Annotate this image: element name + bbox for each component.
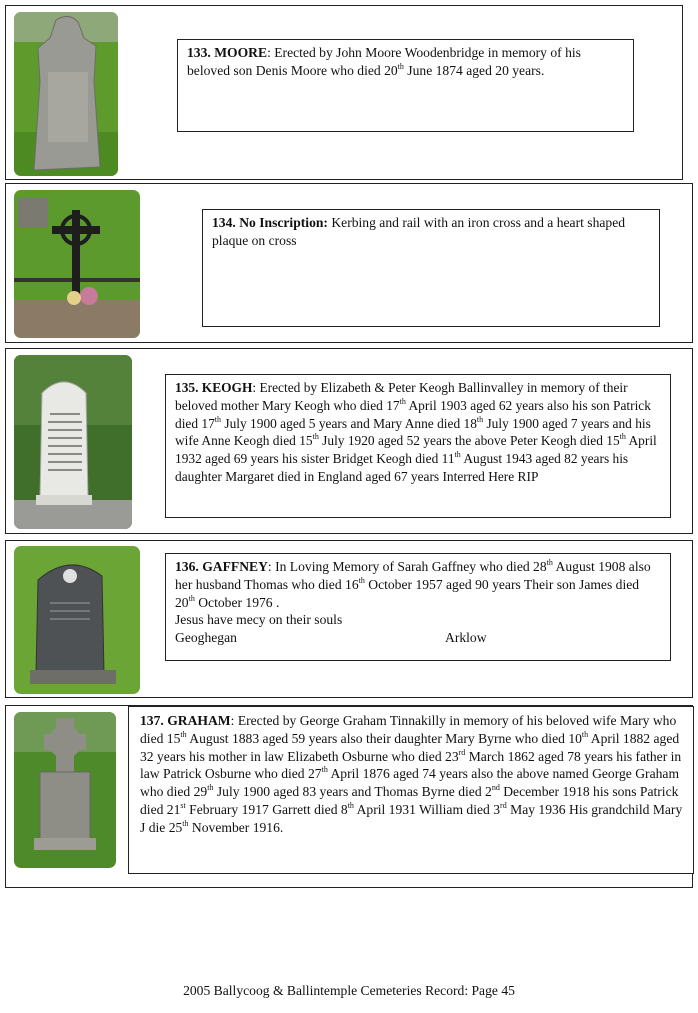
entry-number: 135. (175, 380, 199, 395)
entry-137 (5, 705, 693, 888)
inscription-134: 134. No Inscription: Kerbing and rail with an iron cross and a heart shaped plaque on cross (202, 209, 660, 327)
entry-number: 137. (140, 713, 164, 728)
signature-right: Arklow (445, 630, 487, 646)
grave-photo-133 (14, 12, 118, 176)
grave-photo-134 (14, 190, 140, 338)
inscription-136: 136. GAFFNEY: In Loving Memory of Sarah Gaffney who died 28th August 1908 also her husband Thomas who died 16th October 1957 aged 90 years Their son James died 20th October 1976 . Jesus have mecy on their souls Geoghegan Arklow (165, 553, 671, 661)
entry-number: 136. (175, 559, 199, 574)
entry-135 (5, 348, 693, 534)
entry-surname: GAFFNEY (202, 559, 268, 574)
grave-photo-135 (14, 355, 132, 529)
entry-136 (5, 540, 693, 698)
page-footer: 2005 Ballycoog & Ballintemple Cemeteries Record: Page 45 (183, 983, 515, 998)
inscription-133: 133. MOORE: Erected by John Moore Woodenbridge in memory of his beloved son Denis Moore who died 20th June 1874 aged 20 years. (177, 39, 634, 132)
entry-surname: No Inscription: (239, 215, 328, 230)
entry-134 (5, 183, 693, 343)
signature-left: Geoghegan (175, 630, 237, 646)
entry-number: 134. (212, 215, 236, 230)
entry-number: 133. (187, 45, 211, 60)
entry-surname: GRAHAM (167, 713, 231, 728)
entry-133 (5, 5, 683, 180)
inscription-135: 135. KEOGH: Erected by Elizabeth & Peter Keogh Ballinvalley in memory of their beloved mother Mary Keogh who died 17th April 1903 aged 62 years also his son Patrick died 17th July 1900 aged 5 years and Mary Anne died 18th July 1900 aged 7 years and his wife Anne Keogh died 15th July 1920 aged 52 years the above Peter Keogh died 15th April 1932 aged 69 years his sister Bridget Keogh died 11th August 1943 aged 82 years his daughter Margaret died in England aged 67 years Interred Here RIP (165, 374, 671, 518)
grave-photo-136 (14, 546, 140, 694)
entry-surname: KEOGH (201, 380, 253, 395)
inscription-137: 137. GRAHAM: Erected by George Graham Tinnakilly in memory of his beloved wife Mary who died 15th August 1883 aged 59 years also their daughter Mary Byrne who died 10th April 1882 aged 32 years his mother in law Elizabeth Osburne who died 23rd March 1862 aged 78 years his father in law Patrick Osburne who died 27th April 1876 aged 74 years also the above named George Graham who died 29th July 1900 aged 83 years and Thomas Byrne died 2nd December 1918 his sons Patrick died 21st February 1917 Garrett died 8th April 1931 William died 3rd May 1936 His grandchild Mary J die 25th November 1916. (128, 706, 694, 874)
inscription-extra-line: Jesus have mecy on their souls (175, 612, 343, 628)
grave-photo-137 (14, 712, 116, 868)
entry-surname: MOORE (214, 45, 268, 60)
stonemason-signature (175, 629, 662, 647)
